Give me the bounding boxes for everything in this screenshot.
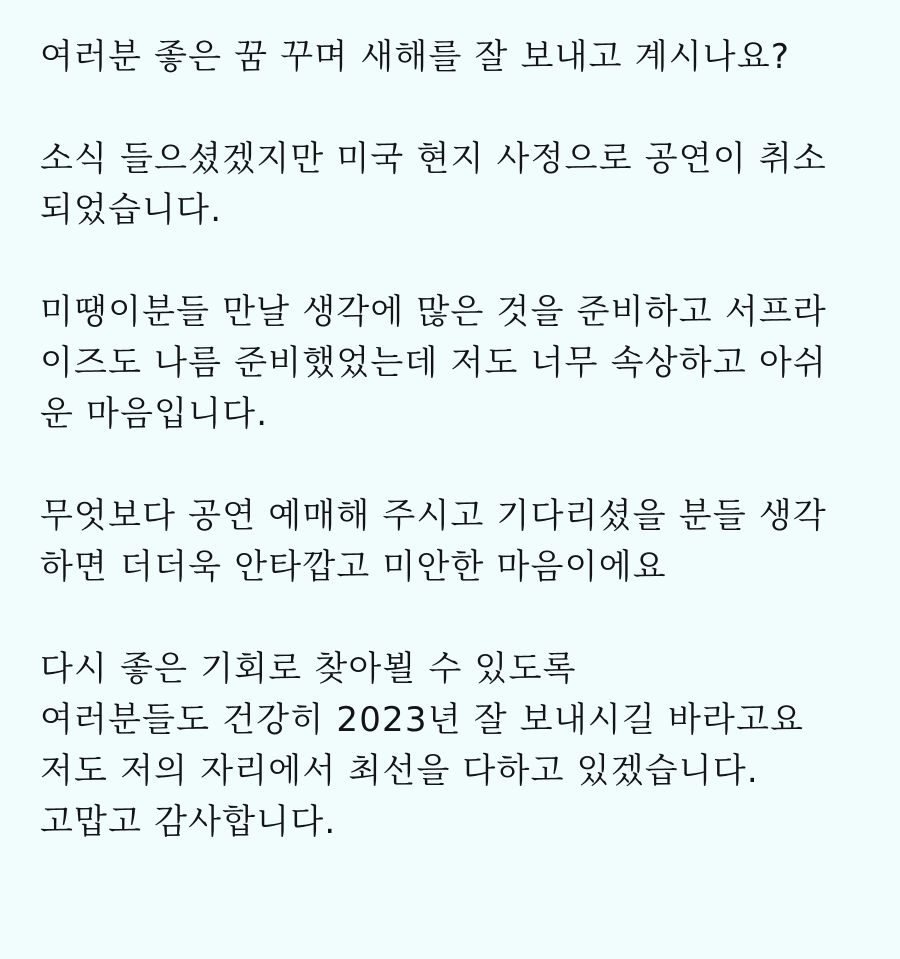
paragraph-preparation bbox=[40, 287, 890, 440]
paragraph-apology bbox=[40, 491, 890, 593]
text-line: 다시 좋은 기회로 찾아뵐 수 있도록 bbox=[40, 649, 577, 689]
text-line: 하면 더더욱 안타깝고 미안한 마음이에요 bbox=[40, 547, 667, 587]
paragraph-closing bbox=[40, 644, 890, 848]
text-line: 여러분 좋은 꿈 꾸며 새해를 잘 보내고 계시나요? bbox=[40, 37, 791, 77]
text-line: 무엇보다 공연 예매해 주시고 기다리셨을 분들 생각 bbox=[40, 496, 827, 536]
text-line: 여러분들도 건강히 2023년 잘 보내시길 바라고요 bbox=[40, 700, 805, 740]
paragraph-cancellation bbox=[40, 134, 890, 236]
text-line: 소식 들으셨겠지만 미국 현지 사정으로 공연이 취소 bbox=[40, 139, 827, 179]
text-line: 저도 저의 자리에서 최선을 다하고 있겠습니다. bbox=[40, 751, 759, 791]
text-line: 되었습니다. bbox=[40, 190, 223, 230]
paragraph-greeting bbox=[40, 32, 890, 83]
message-text bbox=[40, 32, 890, 848]
text-line: 미땡이분들 만날 생각에 많은 것을 준비하고 서프라 bbox=[40, 292, 827, 332]
text-line: 이즈도 나름 준비했었는데 저도 너무 속상하고 아쉬 bbox=[40, 343, 827, 383]
text-line: 고맙고 감사합니다. bbox=[40, 802, 337, 842]
text-line: 운 마음입니다. bbox=[40, 394, 269, 434]
